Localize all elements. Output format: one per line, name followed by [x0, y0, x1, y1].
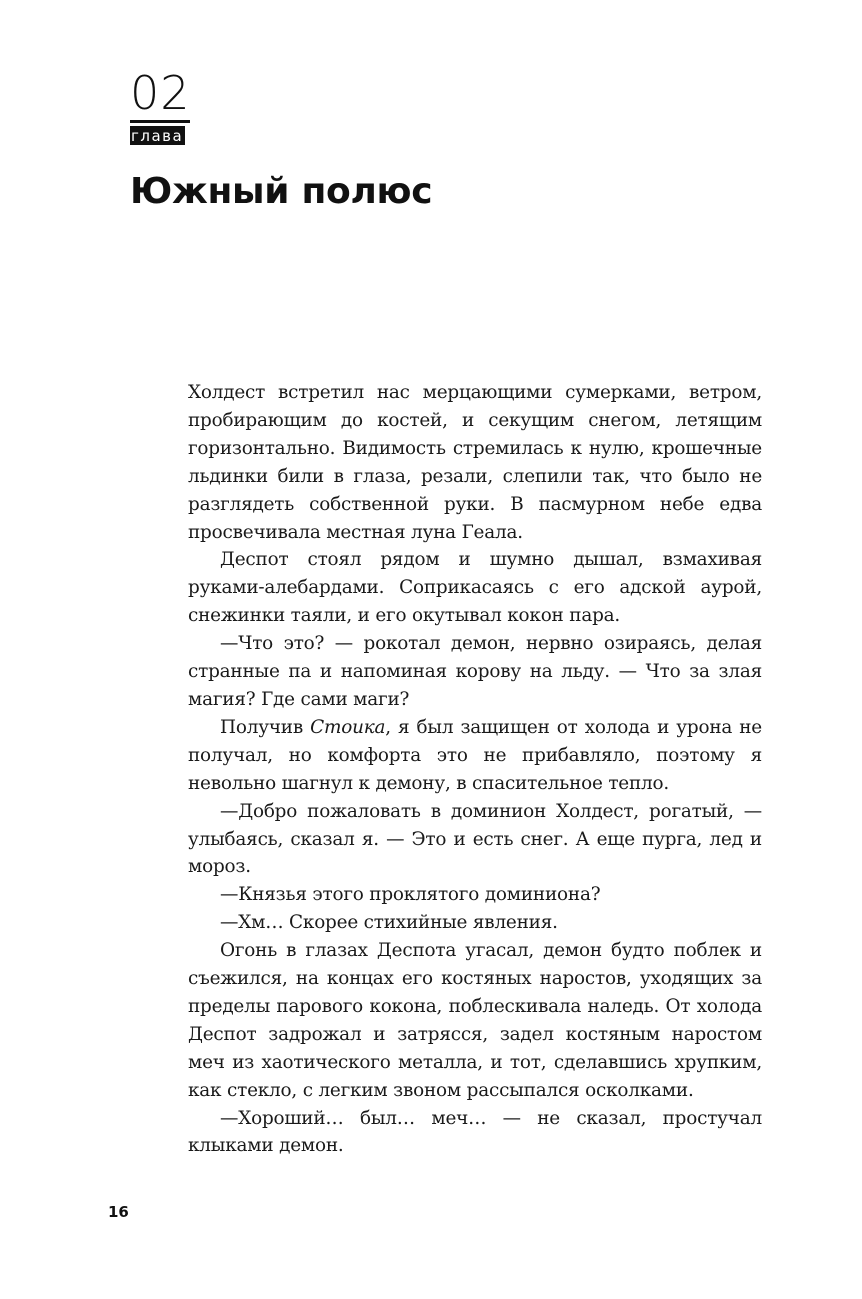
paragraph-text: Получив — [220, 716, 311, 738]
body-text — [188, 379, 762, 1160]
chapter-heading — [130, 66, 191, 146]
italic-term: Стоика — [310, 716, 386, 738]
page-number: 16 — [108, 1203, 129, 1221]
paragraph: —Хм… Скорее стихийные явления. — [220, 912, 558, 934]
paragraph: —Князья этого проклятого доминиона? — [220, 884, 601, 906]
paragraph: —Добро пожаловать в доминион Холдест, рогатый, — улыбаясь, сказал я. — Это и есть снег. А еще пурга, лед и мороз. — [188, 800, 762, 878]
chapter-label: глава — [131, 127, 184, 145]
chapter-title: Южный полюс — [130, 171, 433, 212]
paragraph: Холдест встретил нас мерцающими сумерками, ветром, пробирающим до костей, и секущим снегом, летящим горизонтально. Видимость стремилась к нулю, крошечные льдинки били в глаза, резали, слепили так, что было не разглядеть собственной руки. В пасмурном небе едва просвечивала местная луна Геала. — [188, 382, 762, 543]
paragraph — [188, 714, 762, 798]
paragraph: —Что это? — рокотал демон, нервно озираясь, делая странные па и напоминая корову на льду. — Что за злая магия? Где сами маги? — [188, 633, 762, 710]
paragraph: Деспот стоял рядом и шумно дышал, взмахивая руками-алебардами. Соприкасаясь с его адской аурой, снежинки таяли, и его окутывал кокон пара. — [188, 549, 762, 627]
paragraph-text: , я был защищен от холода и урона не получал, но комфорта это не прибавляло, поэтому я невольно шагнул к демону, в спасительное тепло. — [188, 716, 762, 794]
paragraph: Огонь в глазах Деспота угасал, демон будто поблек и съежился, на концах его костяных наростов, уходящих за пределы парового кокона, поблескивала наледь. От холода Деспот задрожал и затрясся, задел костяным наростом меч из хаотического металла, и тот, сделавшись хрупким, как стекло, с легким звоном рассыпался осколками. — [188, 940, 762, 1101]
paragraph: —Хороший… был… меч… — не сказал, простучал клыками демон. — [188, 1107, 762, 1157]
chapter-number: 02 — [130, 66, 191, 120]
chapter-divider — [130, 120, 190, 123]
